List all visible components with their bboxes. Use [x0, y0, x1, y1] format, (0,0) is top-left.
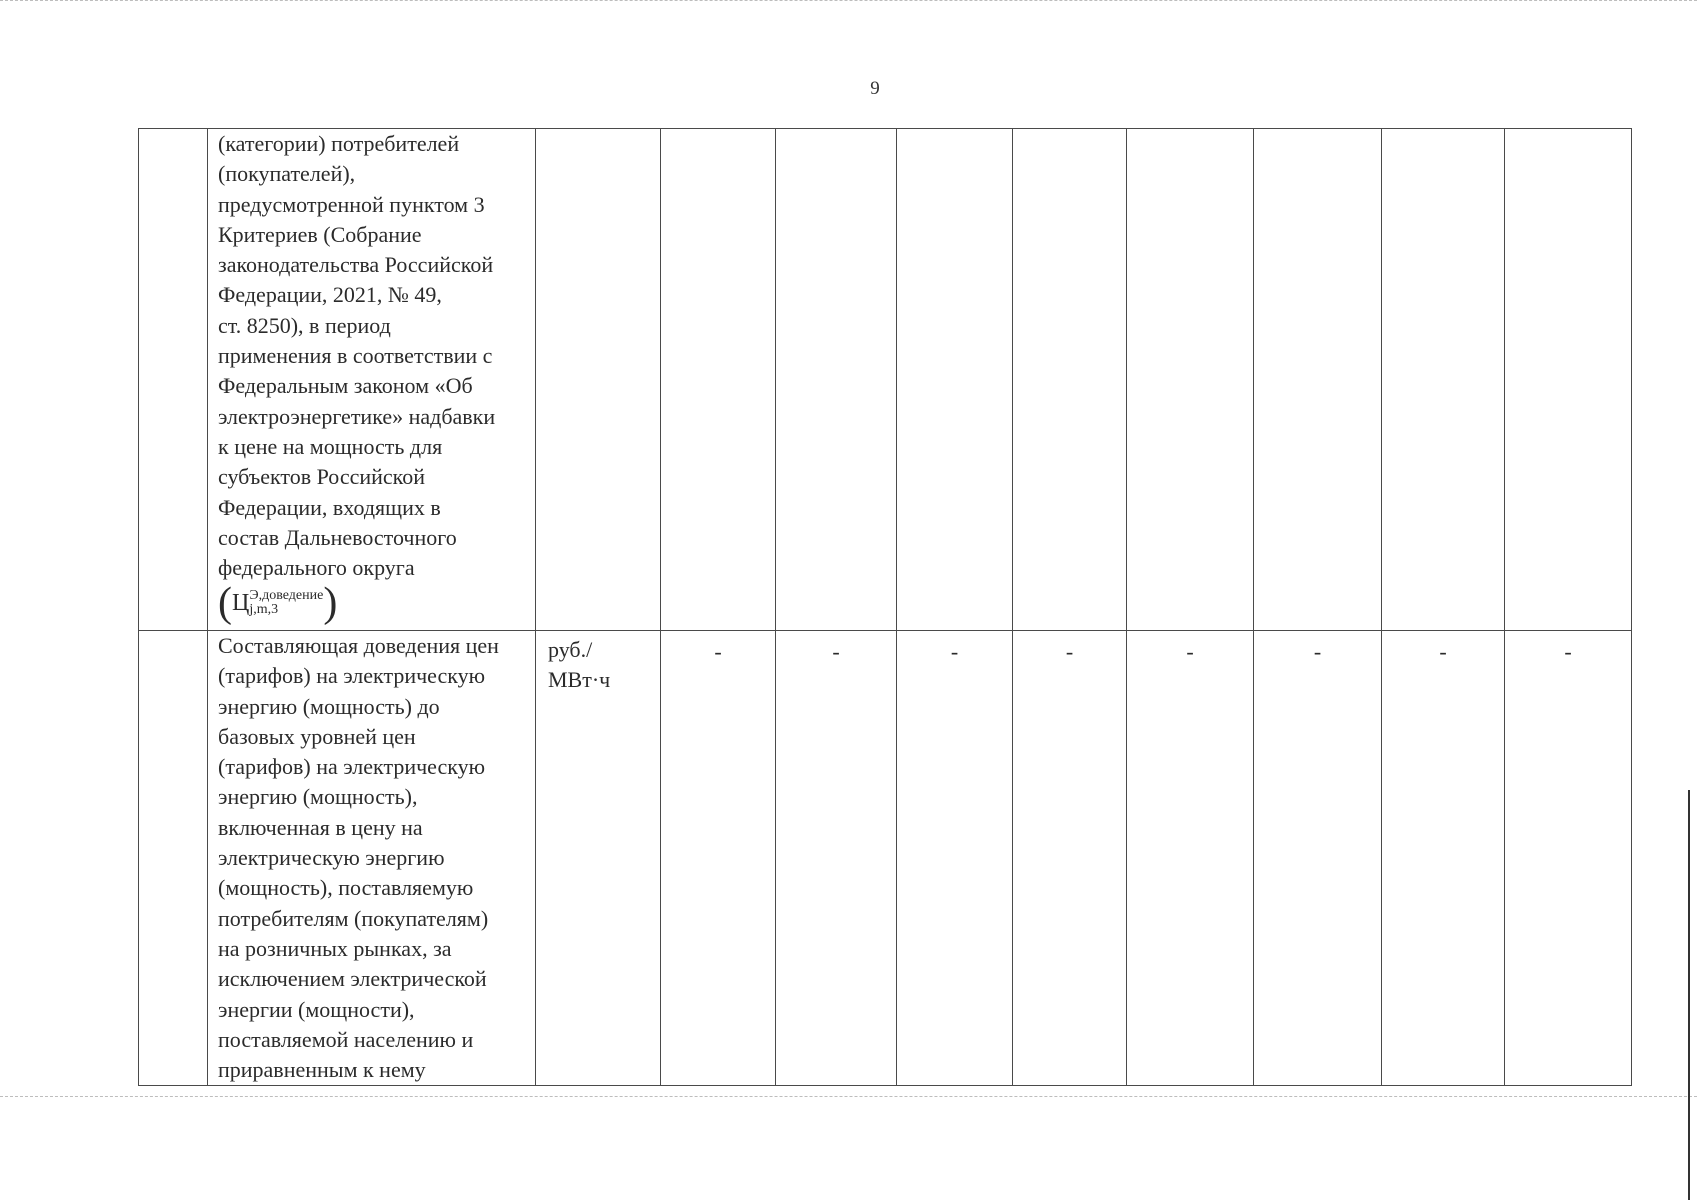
- description-cell: Составляющая доведения цен (тарифов) на электрическую энергию (мощность) до базовых уровней цен (тарифов) на электрическую энергию (мощность), включенная в цену на электрическую энергию (мощность), поставляемую потребителям (покупателям) на розничных рынках, за исключением электрической энергии (мощности), поставляемой населению и приравненным к нему: [208, 631, 536, 1086]
- value-cell: [776, 129, 897, 631]
- row-number-cell: [139, 129, 208, 631]
- row-number-cell: [139, 631, 208, 1086]
- value-cell: -: [1382, 631, 1505, 1086]
- value-cell: [661, 129, 776, 631]
- value-cell: [1254, 129, 1382, 631]
- value-cell: [1382, 129, 1505, 631]
- scan-edge-bottom: [0, 1096, 1697, 1098]
- table-row: [139, 129, 1632, 631]
- formula-symbol: Ц: [232, 590, 250, 617]
- page-number: 9: [870, 78, 880, 99]
- formula-superscript: Э,доведение: [249, 588, 324, 604]
- value-cell: -: [1505, 631, 1632, 1086]
- unit-cell: руб./ МВт·ч: [536, 631, 661, 1086]
- value-cell: -: [1127, 631, 1254, 1086]
- formula-subscript: j,m,3: [249, 602, 279, 618]
- value-cell: -: [1013, 631, 1127, 1086]
- description-cell: (категории) потребителей (покупателей), предусмотренной пунктом 3 Критериев (Собрание законодательства Российской Федерации, 2021, № 49, ст. 8250), в период применения в соответствии с Федеральным законом «Об электроэнергетике» надбавки к цене на мощность для субъектов Российской Федерации, входящих в состав Дальневосточного федерального округа (ЦЭ,доведение j,m,3 ): [208, 129, 536, 631]
- scan-edge-top: [0, 0, 1697, 7]
- value-cell: -: [1254, 631, 1382, 1086]
- value-cell: [1505, 129, 1632, 631]
- value-cell: [897, 129, 1013, 631]
- value-cell: -: [897, 631, 1013, 1086]
- value-cell: -: [661, 631, 776, 1086]
- unit-cell: [536, 129, 661, 631]
- value-cell: [1127, 129, 1254, 631]
- scan-edge-mark: [1688, 790, 1690, 1200]
- tariff-table: [138, 128, 1632, 1086]
- value-cell: -: [776, 631, 897, 1086]
- price-formula: (ЦЭ,доведение j,m,3 ): [218, 580, 338, 627]
- value-cell: [1013, 129, 1127, 631]
- table-row: [139, 631, 1632, 1086]
